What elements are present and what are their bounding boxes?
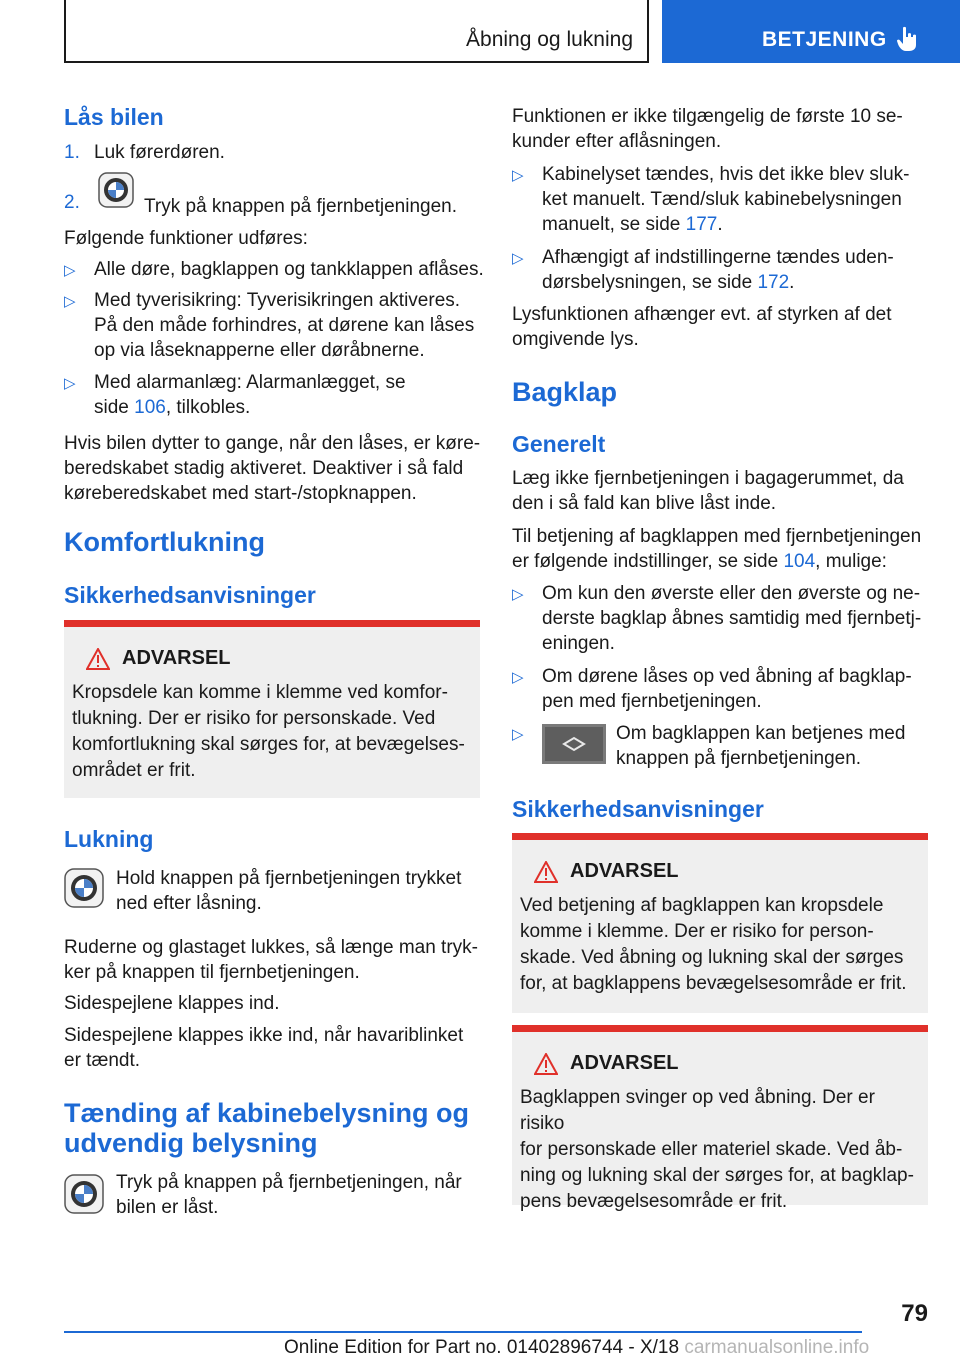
bullet-triangle-icon: ▷	[512, 726, 524, 743]
warning-triangle-icon	[534, 1053, 558, 1075]
warning-triangle-icon	[86, 648, 110, 670]
page-link[interactable]: 177	[685, 214, 718, 235]
bullet-triangle-icon: ▷	[512, 250, 524, 267]
bullet-item: ▷ Alle døre, bagklappen og tankklappen aflåses.	[64, 257, 514, 282]
general-heading: Generelt	[512, 431, 606, 457]
header-chapter-title: BETJENING	[762, 28, 887, 51]
step-2-text: Tryk på knappen på fjernbetjeningen.	[144, 196, 458, 217]
paragraph: Lysfunktionen afhænger evt. af styrken af det omgivende lys.	[512, 304, 892, 350]
bmw-roundel-icon	[64, 868, 104, 908]
step-1	[64, 140, 225, 165]
warning-text: Ved betjening af bagklappen kan kropsdele komme i klemme. Der er risiko for person- skade. Ved åbning og lukning skal der sørges for, at bagklappens bevægelsesområde er frit.	[520, 895, 907, 994]
paragraph: Sidespejlene klappes ind.	[64, 993, 280, 1014]
warning-text: Kropsdele kan komme i klemme ved komfor- tlukning. Der er risiko for personskade. Ved komfortlukning skal sørges for, at bevægelses- området er frit.	[72, 682, 465, 781]
page-link[interactable]: 104	[783, 551, 816, 572]
step-2	[64, 190, 94, 215]
bullet-item: ▷ Afhængigt af indstillingerne tændes uden- dørsbelysningen, se side 172.	[512, 247, 894, 293]
paragraph: Sidespejlene klappes ikke ind, når havariblinket er tændt.	[64, 1025, 464, 1071]
warning-triangle-icon	[534, 861, 558, 883]
functions-intro: Følgende funktioner udføres:	[64, 228, 308, 249]
bullet-triangle-icon: ▷	[512, 669, 524, 686]
bullet-text: Om bagklappen kan betjenes med knappen på fjernbetjeningen.	[616, 723, 906, 769]
warning-text: Bagklappen svinger op ved åbning. Der er risiko for personskade eller materiel skade. Ved åb- ning og lukning skal der sørges for, at bagklap- pens bevægelsesområde er frit.	[520, 1087, 914, 1212]
lighting-heading: Tænding af kabinebelysning og udvendig belysning	[64, 1098, 470, 1158]
warning-title: ADVARSEL	[122, 647, 231, 669]
bullet-triangle-icon: ▷	[512, 167, 524, 184]
paragraph: Ruderne og glastaget lukkes, så længe man tryk- ker på knappen til fjernbetjeningen.	[64, 937, 478, 983]
step-text: Luk førerdøren.	[94, 142, 225, 163]
bmw-roundel-icon	[98, 172, 134, 208]
warning-title: ADVARSEL	[570, 1052, 679, 1074]
warning-title: ADVARSEL	[570, 860, 679, 882]
safety-heading: Sikkerhedsanvisninger	[512, 796, 764, 822]
footer-edition: Online Edition for Part no. 01402896744 - X/18 carmanualsonline.info	[284, 1337, 870, 1358]
watermark: carmanualsonline.info	[684, 1337, 870, 1358]
closing-instruction: Hold knappen på fjernbetjeningen trykket ned efter låsning.	[116, 868, 462, 914]
paragraph: Funktionen er ikke tilgængelig de første 10 se- kunder efter aflåsningen.	[512, 106, 903, 152]
header-section-box	[64, 0, 649, 63]
step-number: 2.	[64, 192, 80, 213]
bmw-roundel-icon	[64, 1174, 104, 1214]
tailgate-heading: Bagklap	[512, 377, 618, 407]
paragraph: Hvis bilen dytter to gange, når den låses, er køre- beredskabet stadig aktiveret. Deaktiver i så fald køreberedskabet med start-/stopknappen.	[64, 433, 481, 504]
bullet-item: ▷ Om dørene låses op ved åbning af bagklap- pen med fjernbetjeningen.	[512, 666, 912, 712]
paragraph: Til betjening af bagklappen med fjernbetjeningen er følgende indstillinger, se side 104, mulige:	[512, 526, 922, 572]
hand-pointer-icon	[897, 26, 919, 52]
page-link[interactable]: 106	[134, 397, 166, 418]
lock-car-heading: Lås bilen	[64, 104, 164, 130]
bullet-item: ▷ Om kun den øverste eller den øverste og ne- derste bagklap åbnes samtidig med fjernbetj- eningen.	[512, 583, 922, 654]
paragraph: Læg ikke fjernbetjeningen i bagagerummet, da den i så fald kan blive låst inde.	[512, 468, 904, 514]
bullet-triangle-icon: ▷	[64, 375, 76, 392]
bullet-triangle-icon: ▷	[64, 262, 76, 279]
header-chapter-tab	[662, 0, 960, 63]
bullet-triangle-icon: ▷	[512, 586, 524, 603]
bullet-item: ▷ Kabinelyset tændes, hvis det ikke blev sluk- ket manuelt. Tænd/sluk kabinebelysningen manuelt, se side 177.	[512, 164, 910, 235]
page-number: 79	[901, 1300, 928, 1327]
bullet-triangle-icon: ▷	[64, 293, 76, 310]
header-section-title: Åbning og lukning	[466, 28, 633, 51]
lighting-instruction: Tryk på knappen på fjernbetjeningen, når bilen er låst.	[116, 1172, 462, 1218]
bullet-item: ▷ Med alarmanlæg: Alarmanlægget, se side 106, tilkobles.	[64, 372, 406, 418]
tailgate-button-icon	[542, 724, 606, 764]
step-number: 1.	[64, 142, 80, 163]
warning-box	[512, 833, 928, 1013]
safety-heading: Sikkerhedsanvisninger	[64, 582, 316, 608]
page-link[interactable]: 172	[757, 272, 790, 293]
footer-divider	[64, 1331, 862, 1333]
closing-heading: Lukning	[64, 826, 154, 852]
bullet-item: ▷ Med tyverisikring: Tyverisikringen aktiveres. På den måde forhindres, at dørene kan låses op via låseknapperne eller døråbnerne.	[64, 290, 475, 361]
warning-box	[64, 620, 480, 798]
warning-box	[512, 1025, 928, 1212]
comfort-closing-heading: Komfortlukning	[64, 527, 265, 557]
